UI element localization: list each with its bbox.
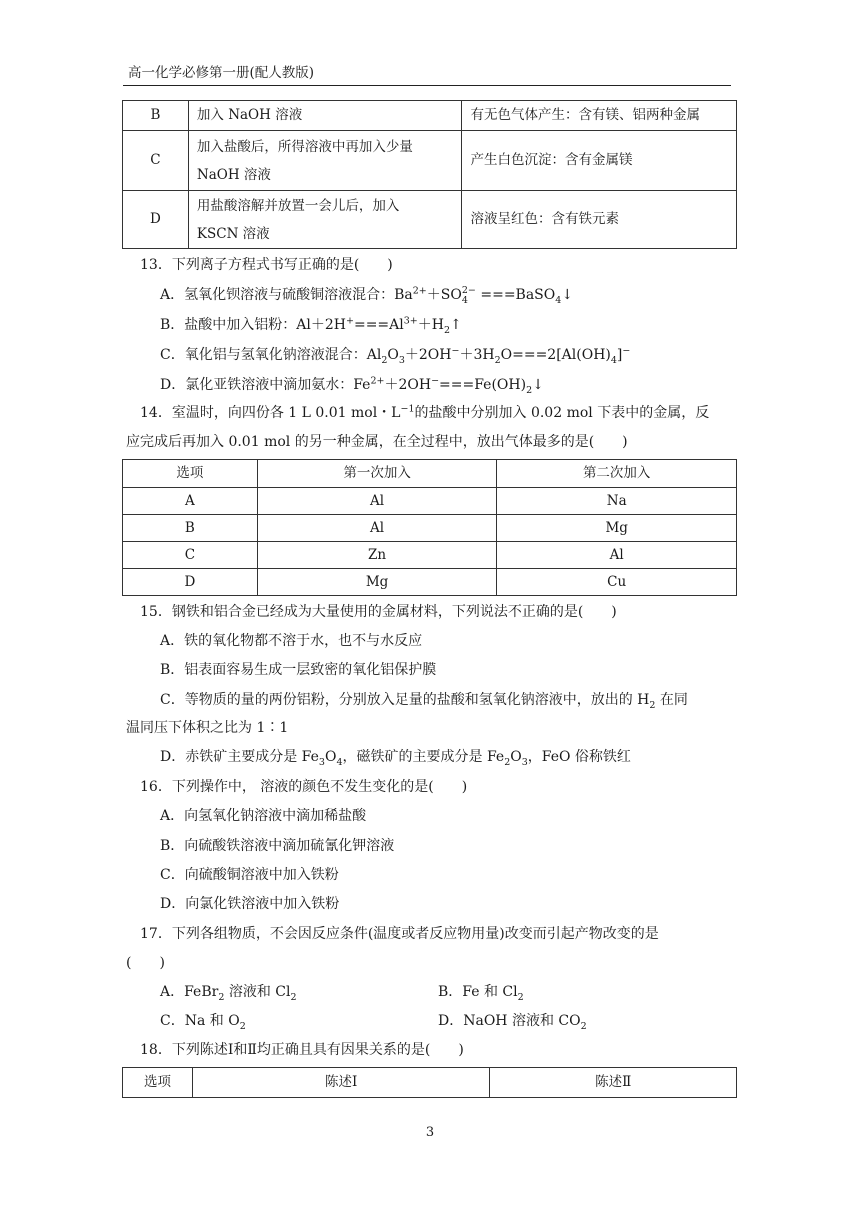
table-cell: Al [257,488,497,515]
table-cell [188,131,462,191]
question-17-stem-cont: ( ) [126,955,165,971]
table-cell: Mg [257,569,497,596]
table-cell: Al [257,515,497,542]
q15-option-a: A．铁的氧化物都不溶于水，也不与水反应 [160,633,423,649]
table-header: 第二次加入 [497,460,737,488]
question-13-stem: 13．下列离子方程式书写正确的是( ) [140,257,393,273]
q17-option-c: C．Na 和 $O_2$ [160,1013,246,1032]
table-row [123,191,737,249]
table-cell: Al [497,542,737,569]
table-cell: Cu [497,569,737,596]
question-17-stem: 17．下列各组物质，不会因反应条件(温度或者反应物用量)改变而引起产物改变的是 [140,926,659,942]
q13-option-a: A．氢氧化钡溶液与硫酸铜溶液混合：$Ba^{2+}+SO_4^{2-}$ ===BaSO$_4$↓ [160,285,574,306]
q16-option-c: C．向硫酸铜溶液中加入铁粉 [160,867,339,883]
table-cell: 溶液呈红色：含有铁元素 [462,191,737,249]
cell-line: 用盐酸溶解并放置一会儿后，加入 [196,197,400,214]
question-18-stem: 18．下列陈述Ⅰ和Ⅱ均正确且具有因果关系的是( ) [140,1042,464,1058]
q15-option-c-cont: 温同压下体积之比为 1∶1 [126,720,289,736]
q16-option-d: D．向氯化铁溶液中加入铁粉 [160,896,340,912]
question-15-stem: 15．钢铁和铝合金已经成为大量使用的金属材料，下列说法不正确的是( ) [140,604,617,620]
cell-line: KSCN 溶液 [196,225,270,242]
table-cell: 加入 NaOH 溶液 [188,101,462,131]
question-14-stem-cont: 应完成后再加入 0.01 mol 的另一种金属，在全过程中，放出气体最多的是( ) [126,434,628,450]
table-header: 第一次加入 [257,460,497,488]
table-header: 陈述Ⅱ [490,1068,737,1098]
table-row [123,101,737,131]
q16-option-b: B．向硫酸铁溶液中滴加硫氰化钾溶液 [160,838,395,854]
q13-option-b: B．盐酸中加入铝粉：$Al+2H^+===Al^{3+}+H_2↑$ [160,315,462,336]
page-header: 高一化学必修第一册(配人教版) [128,65,315,81]
table-row [123,515,737,542]
q15-option-b: B．铝表面容易生成一层致密的氧化铝保护膜 [160,662,437,678]
table-cell: D [123,569,258,596]
header-rule [123,85,731,86]
q17-option-d: D．NaOH 溶液和 $CO_2$ [438,1013,587,1032]
table-header-row [123,460,737,488]
q15-option-c: C．等物质的量的两份铝粉，分别放入足量的盐酸和氢氧化钠溶液中，放出的 $H_2$ 在同 [160,692,688,711]
q16-option-a: A．向氢氧化钠溶液中滴加稀盐酸 [160,808,367,824]
table-header: 选项 [123,1068,193,1098]
table-header: 选项 [123,460,258,488]
question-16-stem: 16．下列操作中， 溶液的颜色不发生变化的是( ) [140,779,468,795]
q13-option-c: C．氧化铝与氢氧化钠溶液混合：$Al_2O_3+2OH^-+3H_2O===2[Al(OH)_4]^-$ [160,345,631,366]
table-cell [188,191,462,249]
cell-line: 加入盐酸后，所得溶液中再加入少量 [196,138,413,155]
table-cell: Na [497,488,737,515]
page-number: 3 [425,1125,435,1140]
table-cell: B [123,101,189,131]
table-cell: Mg [497,515,737,542]
table-cell: Zn [257,542,497,569]
options-table-q12 [122,100,737,249]
q15-option-d: D．赤铁矿主要成分是 $Fe_3O_4$，磁铁矿的主要成分是 $Fe_2O_3$，FeO 俗称铁红 [160,749,631,768]
table-row [123,488,737,515]
table-cell: A [123,488,258,515]
q13-option-d: D．氯化亚铁溶液中滴加氨水：$Fe^{2+}+2OH^-===Fe(OH)_2↓$ [160,375,544,396]
q17-option-a: A．FeBr$_2$ 溶液和 $Cl_2$ [160,984,297,1003]
table-cell: C [123,542,258,569]
table-cell: B [123,515,258,542]
table-row [123,569,737,596]
table-cell: C [123,131,189,191]
table-cell: D [123,191,189,249]
cell-line: NaOH 溶液 [196,166,271,183]
question-14-stem: 14．室温时，向四份各 1 L 0.01 mol・$L^{-1}$的盐酸中分别加入 0.02 mol 下表中的金属，反 [140,403,710,421]
statements-table-q18 [122,1067,737,1098]
table-cell: 有无色气体产生：含有镁、铝两种金属 [462,101,737,131]
table-header-row [123,1068,737,1098]
metals-table-q14 [122,459,737,596]
table-row [123,542,737,569]
table-row [123,131,737,191]
q17-option-b: B．Fe 和 $Cl_2$ [438,984,524,1003]
table-header: 陈述Ⅰ [192,1068,489,1098]
table-cell: 产生白色沉淀：含有金属镁 [462,131,737,191]
